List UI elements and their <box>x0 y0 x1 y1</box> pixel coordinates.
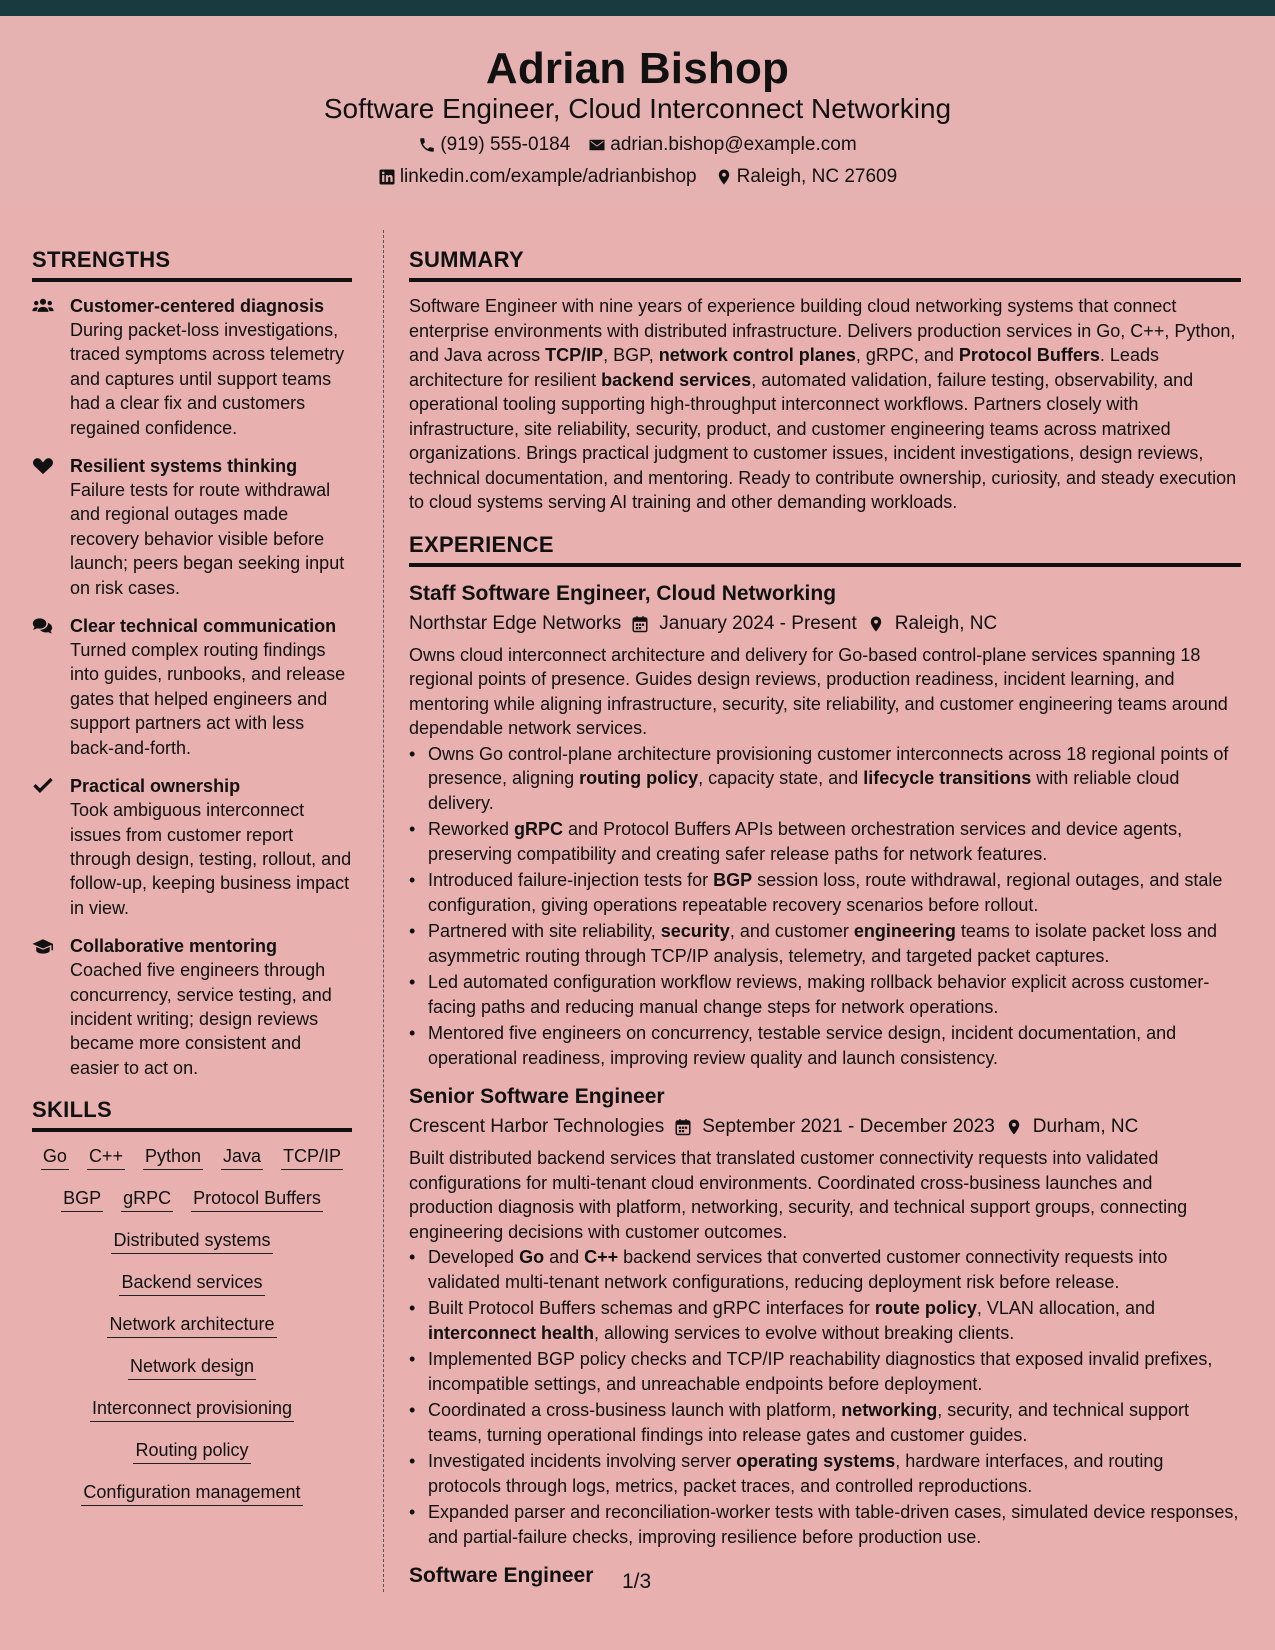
linkedin-icon <box>378 168 396 186</box>
email-text: adrian.bishop@example.com <box>610 134 857 155</box>
strength-desc: Turned complex routing findings into guides, runbooks, and release gates that helped engineers and support partners act with less back-and-forth. <box>70 640 346 758</box>
map-marker-icon <box>715 168 733 186</box>
experience-heading: EXPERIENCE <box>409 529 1241 567</box>
skills-list <box>32 1144 352 1506</box>
map-marker-icon <box>867 615 885 633</box>
calendar-icon <box>674 1118 692 1136</box>
job-title: Staff Software Engineer, Cloud Networking <box>409 581 837 605</box>
skill-tag: Network architecture <box>107 1312 276 1338</box>
strength-item <box>32 774 352 920</box>
job-dates: September 2021 - December 2023 <box>702 1116 995 1137</box>
skill-row <box>32 1396 352 1422</box>
strength-item <box>32 454 352 600</box>
skill-tag: C++ <box>87 1144 125 1170</box>
candidate-role: Software Engineer, Cloud Interconnect Networking <box>323 93 952 124</box>
company-name: Northstar Edge Networks <box>409 612 622 634</box>
job-location: Raleigh, NC <box>894 612 998 634</box>
page-number: 1/3 <box>622 1570 652 1593</box>
skill-tag: Network design <box>128 1354 256 1380</box>
users-icon <box>32 297 54 315</box>
strength-item <box>32 294 352 440</box>
strengths-heading: STRENGTHS <box>32 244 352 282</box>
resume-header <box>0 16 1275 204</box>
strength-title: Collaborative mentoring <box>70 936 278 957</box>
email-item[interactable] <box>588 132 856 158</box>
column-divider <box>383 230 384 1592</box>
job-bullet: • Expanded parser and reconciliation-worker tests with table-driven cases, simulated device responses, and partial-failure checks, improving resilience before production use. <box>409 1500 1241 1549</box>
skill-row <box>32 1354 352 1380</box>
heart-icon <box>32 457 54 475</box>
skill-row <box>32 1270 352 1296</box>
skill-row <box>32 1186 352 1212</box>
phone-text: (919) 555-0184 <box>440 134 571 155</box>
skill-tag: Backend services <box>119 1270 264 1296</box>
job-description: Built distributed backend services that translated customer connectivity requests into validated configurations for multi-tenant cloud environments. Coordinated cross-business launches and production diagnosis with platform, networking, security, and technical support groups, connecting engineering decisions with customer outcomes. <box>409 1148 1188 1242</box>
job-bullet: • Partnered with site reliability, security, and customer engineering teams to isolate packet loss and asymmetric routing through TCP/IP analysis, telemetry, and targeted packet captures. <box>409 919 1241 968</box>
job-bullet: • Coordinated a cross-business launch with platform, networking, security, and technical support teams, turning operational findings into release gates and customer guides. <box>409 1398 1241 1447</box>
location-item <box>715 164 898 190</box>
calendar-icon <box>631 615 649 633</box>
job-meta <box>409 1112 1241 1142</box>
skill-tag: gRPC <box>121 1186 173 1212</box>
job-description: Owns cloud interconnect architecture and delivery for Go-based control-plane services spanning 18 regional points of presence. Guides design reviews, production readiness, incident learning, and mentoring while aligning infrastructure, security, site reliability, and customer engineering teams around dependable network services. <box>409 644 1228 738</box>
location-text: Raleigh, NC 27609 <box>736 166 898 187</box>
skill-tag: Distributed systems <box>111 1228 272 1254</box>
job-bullet: • Led automated configuration workflow reviews, making rollback behavior explicit across customer-facing paths and reducing manual change steps for network operations. <box>409 970 1241 1019</box>
strength-desc: Coached five engineers through concurrency, service testing, and incident writing; design reviews became more consistent and easier to act on. <box>70 960 332 1078</box>
job-title: Senior Software Engineer <box>409 1085 665 1108</box>
check-icon <box>32 777 54 795</box>
strength-desc: Failure tests for route withdrawal and regional outages made recovery behavior visible before launch; peers began seeking input on risk cases. <box>70 480 345 598</box>
candidate-name: Adrian Bishop <box>485 44 790 93</box>
skill-row <box>32 1228 352 1254</box>
phone-icon <box>418 136 436 154</box>
comments-icon <box>32 617 54 635</box>
graduation-cap-icon <box>32 937 54 955</box>
job-bullet: • Developed Go and C++ backend services that converted customer connectivity requests into validated multi-tenant network configurations, reducing deployment risk before release. <box>409 1245 1241 1294</box>
phone-item <box>418 132 570 158</box>
skill-row <box>32 1144 352 1170</box>
job-bullet: • Reworked gRPC and Protocol Buffers APIs between orchestration services and device agents, preserving compatibility and creating safer release paths for network features. <box>409 817 1241 866</box>
skill-tag: Protocol Buffers <box>191 1186 323 1212</box>
strength-item <box>32 614 352 760</box>
skill-row <box>32 1312 352 1338</box>
strength-item <box>32 934 352 1080</box>
job-entry <box>409 1082 1241 1549</box>
skill-tag: Python <box>143 1144 203 1170</box>
summary-text: Software Engineer with nine years of experience building cloud networking systems that connect enterprise environments with distributed infrastructure. Delivers production services in Go, C++, Python, and Java across TCP/IP, BGP, network control planes, gRPC, and Protocol Buffers. Leads architecture for resilient backend services, automated validation, failure testing, observability, and operational tooling supporting high-throughput interconnect workflows. Partners closely with infrastructure, site reliability, security, product, and customer engineering teams across matrixed organizations. Brings practical judgment to customer issues, incident investigations, design reviews, technical documentation, and mentoring. Ready to contribute ownership, curiosity, and steady execution to cloud systems serving AI training and other demanding workloads. <box>409 296 1237 512</box>
strength-title: Resilient systems thinking <box>70 456 298 477</box>
job-entry <box>409 1561 1241 1591</box>
job-bullet: • Mentored five engineers on concurrency, testable service design, incident documentation, and operational readiness, improving review quality and launch consistency. <box>409 1021 1241 1070</box>
linkedin-item[interactable] <box>378 164 697 190</box>
job-bullet: • Built Protocol Buffers schemas and gRPC interfaces for route policy, VLAN allocation, and interconnect health, allowing services to evolve without breaking clients. <box>409 1296 1241 1345</box>
job-bullets <box>409 1245 1241 1549</box>
skill-row <box>32 1480 352 1506</box>
job-location: Durham, NC <box>1032 1116 1139 1137</box>
skill-tag: Go <box>41 1144 69 1170</box>
contact-row-2 <box>0 164 1275 190</box>
job-bullet: • Implemented BGP policy checks and TCP/IP reachability diagnostics that exposed invalid prefixes, incompatible settings, and unreachable endpoints before deployment. <box>409 1347 1241 1396</box>
contact-row-1 <box>0 132 1275 158</box>
job-bullet: • Owns Go control-plane architecture provisioning customer interconnects across 18 regional points of presence, aligning routing policy, capacity state, and lifecycle transitions with reliable cloud delivery. <box>409 742 1241 816</box>
strength-title: Clear technical communication <box>70 616 337 637</box>
skill-tag: Configuration management <box>81 1480 302 1506</box>
skill-tag: BGP <box>61 1186 103 1212</box>
job-title: Software Engineer <box>409 1564 594 1587</box>
top-accent-bar <box>0 0 1275 16</box>
linkedin-text: linkedin.com/example/adrianbishop <box>399 166 697 187</box>
job-meta <box>409 609 1241 639</box>
skill-tag: Java <box>221 1144 263 1170</box>
job-entry <box>409 579 1241 1071</box>
summary-heading: SUMMARY <box>409 244 1241 282</box>
skill-tag: Interconnect provisioning <box>90 1396 294 1422</box>
job-bullet: • Investigated incidents involving server operating systems, hardware interfaces, and routing protocols through logs, metrics, packet traces, and controlled reproductions. <box>409 1449 1241 1498</box>
job-bullet: • Introduced failure-injection tests for BGP session loss, route withdrawal, regional outages, and stale configuration, giving operations repeatable recovery scenarios before rollout. <box>409 868 1241 917</box>
left-column <box>32 244 352 1522</box>
strength-desc: During packet-loss investigations, traced symptoms across telemetry and captures until support teams had a clear fix and customers regained confidence. <box>70 320 345 438</box>
experience-list <box>409 579 1241 1592</box>
strength-title: Practical ownership <box>70 776 241 797</box>
strength-desc: Took ambiguous interconnect issues from customer report through design, testing, rollout, and follow-up, keeping business impact in view. <box>70 800 352 918</box>
skills-heading: SKILLS <box>32 1094 352 1132</box>
map-marker-icon <box>1005 1118 1023 1136</box>
strength-title: Customer-centered diagnosis <box>70 296 325 316</box>
skill-row <box>32 1438 352 1464</box>
skill-tag: TCP/IP <box>281 1144 343 1170</box>
envelope-icon <box>588 136 606 154</box>
job-dates: January 2024 - Present <box>659 612 857 634</box>
company-name: Crescent Harbor Technologies <box>409 1116 665 1137</box>
skill-tag: Routing policy <box>133 1438 250 1464</box>
job-bullets <box>409 742 1241 1071</box>
right-column <box>409 244 1241 1591</box>
